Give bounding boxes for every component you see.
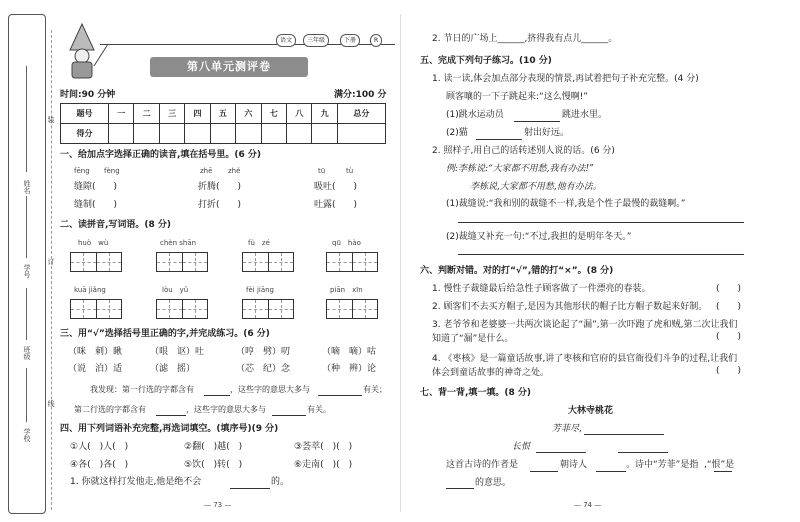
q1-pinyin: fēng [74, 167, 90, 175]
score-cell[interactable] [337, 124, 385, 144]
q3-title: 三、用“√”选择括号里正确的字,并完成练习。(6 分) [60, 329, 270, 339]
score-cell[interactable] [185, 124, 210, 144]
q2-pinyin: kuā jiǎng [74, 286, 106, 294]
q5-s3: (1)裁缝说:“我和别的裁缝不一样,我是个性子最慢的裁缝啊。” [446, 199, 686, 209]
page-title: 第八单元测评卷 [187, 60, 271, 73]
q4-word[interactable]: ⑤饮( )转( ) [184, 460, 243, 470]
poem-line1: 芳菲尽, [552, 424, 582, 434]
q5-s1: (1)跳水运动员 [446, 110, 504, 120]
writing-grid[interactable] [156, 252, 208, 272]
q7-blank[interactable] [714, 471, 732, 472]
q5-blank[interactable] [514, 121, 560, 122]
q4-item2[interactable]: 2. 节日的广场上______,挤得我有点儿______。 [432, 34, 618, 44]
q1-pinyin: tū [318, 167, 326, 175]
title-banner [150, 57, 308, 77]
page-number-left: — 73 — [204, 501, 232, 509]
q3-blank[interactable] [204, 395, 230, 396]
q6-answer[interactable]: ( ) [716, 284, 742, 294]
score-cell[interactable] [210, 124, 235, 144]
q7-fill-c: 。诗中“芳菲”是指 [626, 460, 699, 470]
school-line [26, 368, 27, 422]
q3-line1-b: ，这些字的意思大多与 [230, 385, 310, 394]
q3-line2-c: 有关。 [307, 405, 331, 414]
binding-marker-1: 装 [47, 116, 55, 123]
binding-marker-3: 线 [47, 400, 55, 407]
q7-fill-e: 的意思。 [475, 478, 512, 488]
q3-line1-a: 我发现：第一行选的字都含有 [90, 385, 194, 394]
score-row-label: 得分 [61, 124, 109, 144]
score-cell[interactable] [312, 124, 337, 144]
score-header-cell: 题号 [61, 104, 109, 124]
q7-blank[interactable] [596, 471, 626, 472]
writing-grid[interactable] [242, 299, 294, 319]
q5-blank[interactable] [476, 139, 522, 140]
student-id-label: 学号 [23, 264, 31, 278]
score-header-cell: 六 [236, 104, 261, 124]
q4-item1: 1. 你就这样打发他走,他是绝不会 [70, 477, 202, 487]
q5-answer-line[interactable] [458, 254, 744, 255]
q2-pinyin: fèi jiāng [246, 286, 274, 294]
q3-choice[interactable]: （芯 纪）念 [236, 364, 291, 374]
score-header-cell: 八 [286, 104, 311, 124]
q6-item: 1. 慢性子裁缝最后给急性子顾客做了一件漂亮的春装。 [432, 284, 651, 294]
q1-title: 一、给加点字选择正确的读音,填在括号里。(6 分) [60, 150, 262, 160]
q3-line2-a: 第二行选的字都含有 [74, 405, 146, 414]
poem-line2: 长恨 [512, 442, 531, 452]
q3-blank[interactable] [156, 415, 186, 416]
edition-tag: R [370, 34, 382, 47]
q1-item[interactable]: 打折( ) [198, 200, 242, 210]
q2-pinyin: piān xīn [330, 286, 363, 294]
q3-choice[interactable]: （说 泊）适 [68, 364, 123, 374]
score-header-cell: 一 [109, 104, 134, 124]
score-cell[interactable] [236, 124, 261, 144]
q3-blank[interactable] [318, 395, 362, 396]
q7-fill-b: 朝诗人 [560, 460, 588, 470]
q1-pinyin: zhē [200, 167, 213, 175]
q5-answer-line[interactable] [458, 222, 744, 223]
q1-item[interactable]: 吐露( ) [314, 200, 358, 210]
q6-item: 4. 《枣核》是一篇童话故事,讲了枣核和官府的县官衙役们斗争的过程,让我们体会到童话故事的神奇之处。 [432, 354, 738, 378]
q5-item2: 2. 照样子,用自己的话转述别人说的话。(6 分) [432, 146, 615, 156]
writing-grid[interactable] [242, 252, 294, 272]
q7-fill-a: 这首古诗的作者是 [446, 460, 519, 470]
name-label: 姓名 [23, 180, 31, 194]
full-score-label: 满分:100 分 [334, 90, 387, 100]
writing-grid[interactable] [156, 299, 208, 319]
q5-s2: (2)猫 [446, 128, 468, 138]
writing-grid[interactable] [326, 252, 378, 272]
poem-blank[interactable] [584, 434, 664, 435]
q6-answer[interactable]: ( ) [716, 332, 742, 342]
q3-line1-c: 有关； [363, 385, 387, 394]
writing-grid[interactable] [326, 299, 378, 319]
subject-tag: 语文 [276, 34, 296, 47]
score-header-cell: 五 [210, 104, 235, 124]
grade-tag: 三年级 [303, 34, 329, 47]
q1-item[interactable]: 吸吐( ) [314, 182, 358, 192]
school-label: 学校 [23, 428, 31, 442]
score-header-cell: 七 [261, 104, 286, 124]
q7-blank[interactable] [530, 471, 558, 472]
q3-line2-b: ，这些字的意思大多与 [186, 405, 266, 414]
q3-blank[interactable] [272, 415, 306, 416]
score-header-cell: 二 [134, 104, 159, 124]
writing-grid[interactable] [70, 299, 122, 319]
name-line [26, 66, 27, 172]
q3-choice[interactable]: （嘀 嘀）咕 [322, 347, 377, 357]
q6-answer[interactable]: ( ) [716, 302, 742, 312]
cut-line [51, 30, 52, 510]
poem-blank[interactable] [536, 452, 586, 453]
q6-title: 六、判断对错。对的打“√”,错的打“×”。(8 分) [420, 266, 614, 276]
q7-title: 七、背一背,填一填。(8 分) [420, 388, 532, 398]
score-header-cell: 三 [159, 104, 184, 124]
q1-pinyin: tù [346, 167, 354, 175]
score-cell[interactable] [159, 124, 184, 144]
q5-s4: (2)裁缝又补充一句:“不过,我担的是明年冬天。” [446, 232, 632, 242]
q3-choice[interactable]: （滤 摇） [150, 364, 196, 374]
binding-marker-2: 订 [47, 258, 55, 265]
q1-item[interactable]: 缝制( ) [74, 200, 118, 210]
poem-blank[interactable] [618, 452, 668, 453]
q4-word[interactable]: ②翻( )越( ) [184, 442, 243, 452]
student-id-line [26, 196, 27, 258]
q6-item: 2. 顾客们不去买方帽子,是因为其他形状的帽子比方帽子数起来好制。 [432, 302, 708, 312]
q2-pinyin: huò wù [78, 239, 109, 247]
q1-item[interactable]: 折腾( ) [198, 182, 242, 192]
page-divider [400, 14, 401, 512]
poem-title: 大林寺桃花 [568, 406, 614, 416]
q5-item1: 1. 读一读,体会加点部分表现的情景,再试着把句子补充完整。(4 分) [432, 74, 699, 84]
time-label: 时间:90 分钟 [60, 90, 116, 100]
score-cell[interactable] [286, 124, 311, 144]
q6-answer[interactable]: ( ) [716, 366, 742, 376]
q2-pinyin: qū hào [332, 239, 361, 247]
score-cell[interactable] [261, 124, 286, 144]
q4-word[interactable]: ④各( )各( ) [70, 460, 129, 470]
q3-choice[interactable]: （种 辨）论 [322, 364, 377, 374]
wizard-illustration-icon [60, 22, 110, 82]
q5-s2-end: 射出好远。 [524, 128, 570, 138]
q5-title: 五、完成下列句子练习。(10 分) [420, 56, 552, 66]
q2-title: 二、读拼音,写词语。(8 分) [60, 220, 172, 230]
q1-item[interactable]: 缝隙( ) [74, 182, 118, 192]
q4-word[interactable]: ⑥走南( )( ) [294, 460, 353, 470]
q3-choice[interactable]: （哼 劈）叨 [236, 347, 291, 357]
q2-pinyin: chèn shān [160, 239, 197, 247]
q4-blank[interactable] [230, 488, 270, 489]
q7-fill-d: ,“恨”是 [704, 460, 735, 470]
q1-pinyin: zhé [228, 167, 241, 175]
q5-ex-a: 例:李栋说:“大家都不用愁,我有办法!” [446, 164, 594, 174]
q2-pinyin: lòu yǔ [162, 286, 189, 294]
writing-grid[interactable] [70, 252, 122, 272]
q3-choice[interactable]: （咪 刺）瞅 [68, 347, 123, 357]
q6-item: 3. 老爷爷和老婆婆一共两次谈论起了“漏”,第一次吓跑了虎和贼,第二次让我们知道了“漏”是什么。 [432, 320, 738, 344]
score-header-cell: 九 [312, 104, 337, 124]
q5-s1-end: 跳进水里。 [562, 110, 608, 120]
class-label: 班级 [23, 346, 31, 360]
score-cell[interactable] [134, 124, 159, 144]
q4-word[interactable]: ③荟萃( )( ) [294, 442, 353, 452]
score-header-cell: 总分 [337, 104, 385, 124]
q4-item1-end: 的。 [271, 477, 290, 487]
q3-choice[interactable]: （哏 讴）吐 [150, 347, 205, 357]
score-table [60, 103, 386, 144]
q7-blank[interactable] [446, 488, 474, 489]
score-cell[interactable] [109, 124, 134, 144]
volume-tag: 下册 [340, 34, 360, 47]
q5-example: 顾客嚷的一下子跳起来:“这么慢啊!” [446, 92, 588, 102]
page-number-right: — 74 — [574, 501, 602, 509]
score-header-cell: 四 [185, 104, 210, 124]
q4-word[interactable]: ①人( )人( ) [70, 442, 129, 452]
q5-ex-b: 李栋说,大家都不用愁,他有办法。 [470, 182, 602, 192]
q2-pinyin: fù zé [248, 239, 270, 247]
q1-pinyin: fèng [104, 167, 120, 175]
q4-title: 四、用下列词语补充完整,再选词填空。(填序号)(9 分) [60, 424, 279, 434]
class-line [26, 288, 27, 340]
